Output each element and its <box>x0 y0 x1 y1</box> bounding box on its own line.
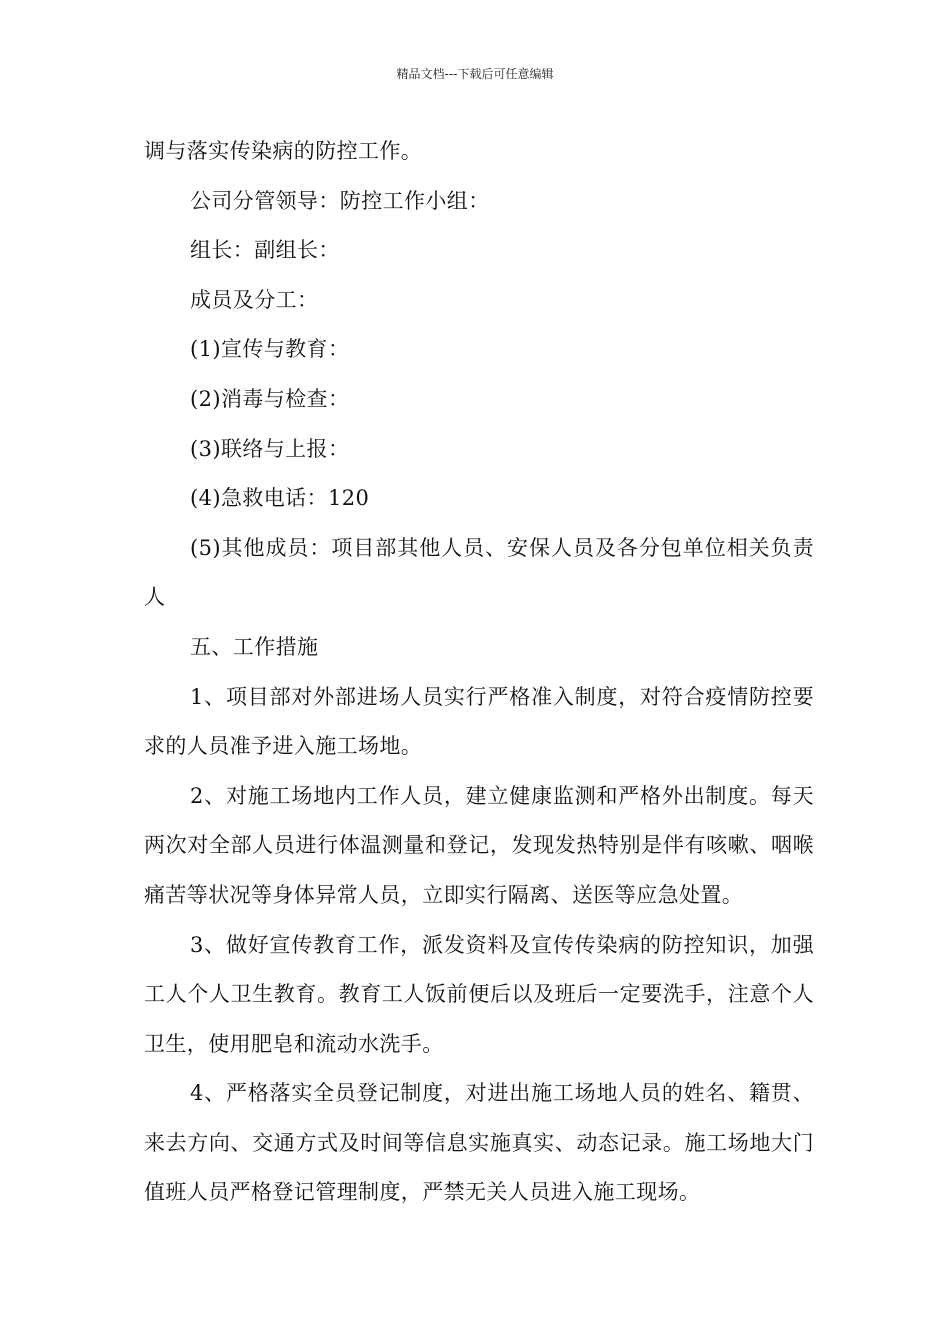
paragraph-measure-1: 1、项目部对外部进场人员实行严格准入制度，对符合疫情防控要求的人员准予进入施工场地。 <box>144 684 814 759</box>
paragraph-item-5: (5)其他成员：项目部其他人员、安保人员及各分包单位相关负责人 <box>144 535 814 610</box>
paragraph-item-3: (3)联络与上报： <box>190 436 350 461</box>
paragraph-item-2: (2)消毒与检查： <box>190 386 350 411</box>
paragraph-members-heading: 成员及分工： <box>190 287 319 312</box>
paragraph-leadership: 公司分管领导：防控工作小组： <box>190 188 490 213</box>
section-heading-measures: 五、工作措施 <box>190 634 319 659</box>
paragraph-measure-3: 3、做好宣传教育工作，派发资料及宣传传染病的防控知识，加强工人个人卫生教育。教育工人饭前便后以及班后一定要洗手，注意个人卫生，使用肥皂和流动水洗手。 <box>144 932 814 1056</box>
paragraph-item-4: (4)急救电话：120 <box>190 486 370 511</box>
page-header: 精品文档---下载后可任意编辑 <box>396 67 554 81</box>
paragraph-item-1: (1)宣传与教育： <box>190 337 350 362</box>
paragraph-measure-2: 2、对施工场地内工作人员，建立健康监测和严格外出制度。每天两次对全部人员进行体温测量和登记，发现发热特别是伴有咳嗽、咽喉痛苦等状况等身体异常人员，立即实行隔离、送医等应急处置。 <box>144 783 814 907</box>
paragraph-measure-4: 4、严格落实全员登记制度，对进出施工场地人员的姓名、籍贯、来去方向、交通方式及时间等信息实施真实、动态记录。施工场地大门值班人员严格登记管理制度，严禁无关人员进入施工现场。 <box>144 1081 814 1205</box>
paragraph-group-leaders: 组长：副组长： <box>190 238 340 263</box>
paragraph-continuation: 调与落实传染病的防控工作。 <box>144 139 423 163</box>
document-body <box>144 127 814 1218</box>
